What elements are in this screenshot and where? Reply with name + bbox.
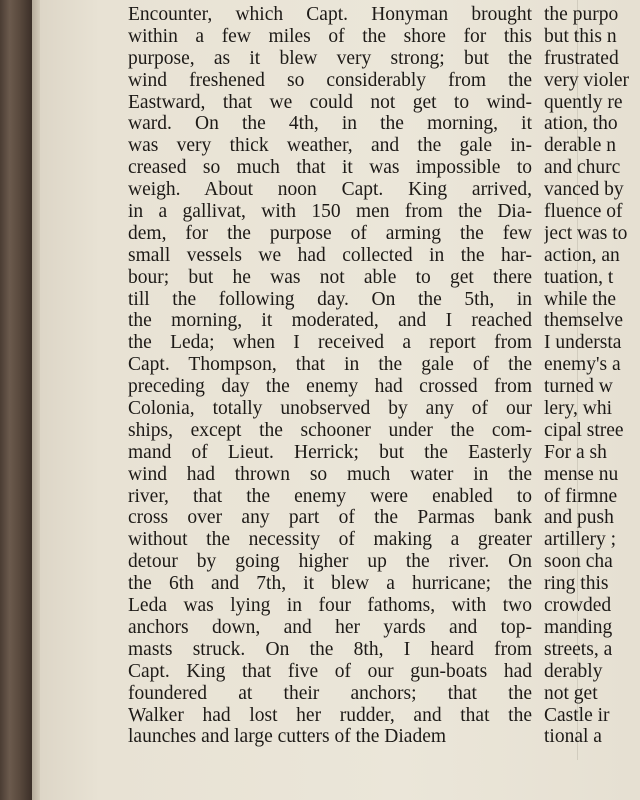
side-text-line: ation, tho [544, 113, 618, 135]
side-text-line: cipal stree [544, 419, 624, 441]
side-text-line: and churc [544, 157, 621, 179]
text-line: preceding day the enemy had crossed from [128, 376, 532, 398]
text-line: launches and large cutters of the Diadem [128, 726, 447, 748]
text-line: without the necessity of making a greater [128, 529, 532, 551]
text-line: the Leda; when I received a report from [128, 332, 532, 354]
text-line: dem, for the purpose of arming the few [128, 222, 532, 244]
text-line: masts struck. On the 8th, I heard from [128, 638, 532, 660]
text-line: was very thick weather, and the gale in- [128, 135, 532, 157]
text-line: Capt. King that five of our gun-boats had [128, 660, 532, 682]
text-line: Colonia, totally unobserved by any of our [128, 398, 532, 420]
text-line: foundered at their anchors; that the [128, 682, 532, 704]
side-text-line: themselve [544, 310, 624, 332]
side-text-line: action, an [544, 244, 620, 266]
side-text-line: derably [544, 660, 603, 682]
side-text-line: tional a [544, 726, 602, 748]
side-text-line: ring this [544, 573, 609, 595]
text-line: till the following day. On the 5th, in [128, 288, 532, 310]
text-line: Capt. Thompson, that in the gale of the [128, 354, 532, 376]
side-text-line: while the [544, 288, 617, 310]
text-line: river, that the enemy were enabled to [128, 485, 532, 507]
side-text-line: ject was to [544, 222, 628, 244]
text-line: in a gallivat, with 150 men from the Dia- [128, 201, 532, 223]
side-text-line: very violer [544, 69, 630, 91]
side-text-line: soon cha [544, 551, 613, 573]
side-text-line: For a sh [544, 441, 607, 463]
side-text-line: but this n [544, 25, 617, 47]
text-line: wind freshened so considerably from the [128, 69, 532, 91]
side-text-column [544, 4, 640, 748]
side-text-line: artillery ; [544, 529, 617, 551]
side-text-line: lery, whi [544, 398, 613, 420]
side-text-line: I understa [544, 332, 622, 354]
side-text-line: crowded [544, 595, 612, 617]
text-line: within a few miles of the shore for this [128, 25, 532, 47]
side-text-line: tuation, t [544, 266, 614, 288]
text-line: purpose, as it blew very strong; but the [128, 47, 532, 69]
text-line: creased so much that it was impossible to [128, 157, 532, 179]
text-line: wind had thrown so much water in the [128, 463, 532, 485]
text-line: Encounter, which Capt. Honyman brought [128, 4, 532, 25]
side-text-line: derable n [544, 135, 617, 157]
text-line: ward. On the 4th, in the morning, it [128, 113, 532, 135]
text-line: bour; but he was not able to get there [128, 266, 532, 288]
side-text-line: fluence of [544, 201, 623, 223]
side-text-line: of firmne [544, 485, 618, 507]
side-text-line: Castle ir [544, 704, 610, 726]
side-text-line: manding [544, 616, 613, 638]
text-line: cross over any part of the Parmas bank [128, 507, 532, 529]
text-line: anchors down, and her yards and top- [128, 616, 532, 638]
book-spine [0, 0, 32, 800]
text-line: the morning, it moderated, and I reached [128, 310, 532, 332]
side-text-line: quently re [544, 91, 623, 113]
side-text-line: streets, a [544, 638, 613, 660]
text-line: Eastward, that we could not get to wind- [128, 91, 532, 113]
side-text-line: turned w [544, 376, 613, 398]
side-text-line: mense nu [544, 463, 619, 485]
side-text-line: and push [544, 507, 614, 529]
side-text-line: frustrated [544, 47, 619, 69]
text-line: Walker had lost her rudder, and that the [128, 704, 532, 726]
text-line: detour by going higher up the river. On [128, 551, 532, 573]
main-text-column [128, 4, 532, 748]
text-line: ships, except the schooner under the com- [128, 419, 532, 441]
text-line: mand of Lieut. Herrick; but the Easterly [128, 441, 532, 463]
text-line: weigh. About noon Capt. King arrived, [128, 179, 532, 201]
side-text-line: the purpo [544, 4, 619, 25]
text-line: small vessels we had collected in the har- [128, 244, 532, 266]
binding-edge [32, 0, 40, 800]
side-text-line: vanced by [544, 179, 624, 201]
side-text-line: enemy's a [544, 354, 621, 376]
side-text-line: not get [544, 682, 598, 704]
text-line: the 6th and 7th, it blew a hurricane; the [128, 573, 532, 595]
text-line: Leda was lying in four fathoms, with two [128, 595, 532, 617]
